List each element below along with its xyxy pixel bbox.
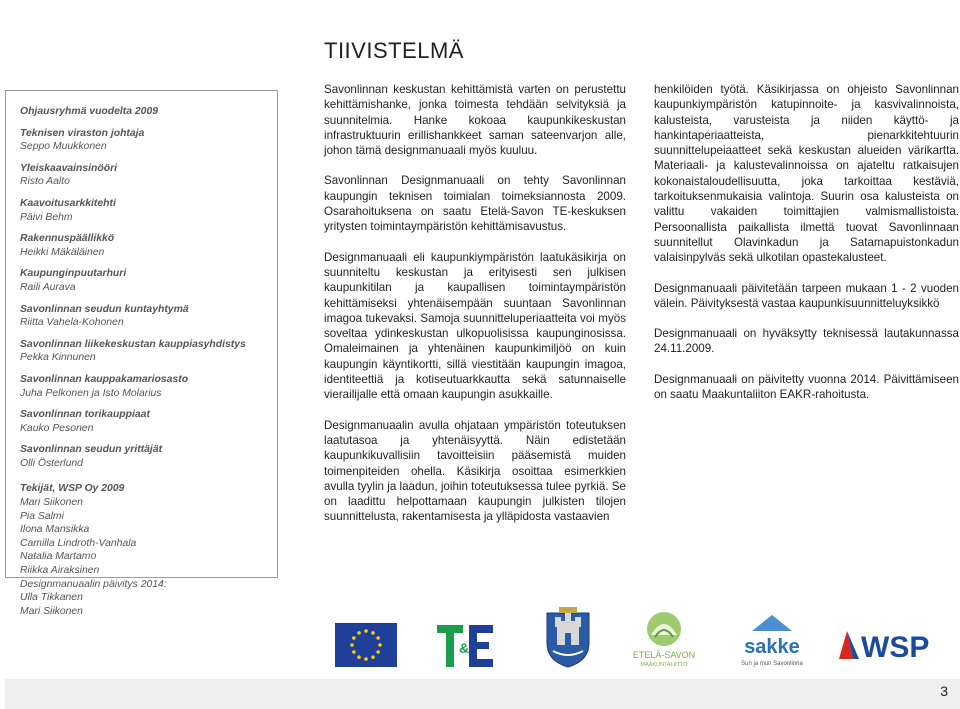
- page-number: 3: [940, 683, 948, 699]
- member-role: Yleiskaavainsinööri: [20, 162, 118, 174]
- eu-star-icon: [357, 655, 361, 659]
- eu-star-icon: [364, 629, 368, 633]
- member-role: Savonlinnan seudun yrittäjät: [20, 444, 163, 456]
- member-name: Olli Österlund: [20, 457, 83, 469]
- sakke-text: sakke: [744, 636, 800, 658]
- eu-star-icon: [371, 655, 375, 659]
- body-paragraph: Designmanuaali eli kaupunkiympäristön laatukäsikirja on suunniteltu keskustan ja erityisesti sen julkisen kaupunkitilan ja kaupallisen toimintaympäristön kehittämiseksi yhtenäisempään suuntaan Savonlinnan imagoa tukevaksi. Samoja suunnitteluperiaatteita voi myös soveltaa ydinkeskustan ulkopuolisissa kaupunginosissa. Omaleimainen ja yhtenäinen kaupunkimiljöö on kuin kaupungin käyntikortti, sillä viestitään kaupungin imagoa, identiteettiä ja kotiseutuarkkautta sekä satunnaiselle vierailijalle että omaan kaupungin asukkaille.: [324, 250, 626, 402]
- eu-star-icon: [378, 643, 382, 647]
- update-heading: Designmanuaalin päivitys 2014:: [20, 578, 167, 590]
- author-name: Natalia Martamo: [20, 551, 97, 563]
- member-name: Seppo Muukkonen: [20, 141, 107, 153]
- author-name: Riikka Airaksinen: [20, 565, 100, 577]
- member-name: Raili Aurava: [20, 281, 76, 293]
- body-paragraph: Designmanuaali on päivitetty vuonna 2014. Päivittämiseen on saatu Maakuntaliiton EAKR-rahoitusta.: [654, 372, 959, 402]
- te-ampersand: &: [459, 640, 470, 656]
- member-role: Savonlinnan liikekeskustan kauppiasyhdistys: [20, 338, 246, 350]
- member-name: Kauko Pesonen: [20, 422, 94, 434]
- member-role: Teknisen viraston johtaja: [20, 127, 145, 139]
- wsp-logo: [835, 623, 945, 663]
- member-name: Heikki Mäkäläinen: [20, 246, 105, 258]
- steering-group-heading: Ohjausryhmä vuodelta 2009: [20, 106, 159, 117]
- etela-savon-maakuntaliitto-logo: [625, 609, 703, 669]
- maakuntaliitto-text: MAAKUNTALIITTO: [640, 662, 688, 668]
- member-name: Riitta Vahela-Kohonen: [20, 317, 124, 329]
- body-paragraph: Savonlinnan keskustan kehittämistä varten on perustettu kehittämishanke, jonka toimesta tehdään selvityksiä ja suunnitelmia. Hanke kokoaa kaupunkikeskustan infrastruktuurin erillishankkeet saman sateenvarjon alle, johon tämä designmanuaali myös kuuluu.: [324, 83, 626, 158]
- body-paragraph: Designmanuaalin avulla ohjataan ympäristön toteutuksen laatutasoa ja yhtenäisyyttä. Näin edistetään kaupunkikuvallisiin tavoitteisiin pääsemistä muiden toimenpiteiden ohella. Käsikirja osoittaa esimerkkien avulla tyylin ja laadun, joihin toteutuksessa tulee pyrkiä. Se on laadittu helpottamaan kaupungin julkisten tilojen suunnittelusta, rakentamisesta ja ylläpidosta vastaavien: [324, 418, 626, 524]
- author-name: Camilla Lindroth-Vanhala: [20, 537, 137, 549]
- etela-savon-text: ETELÄ-SAVON: [632, 650, 696, 660]
- wsp-text: WSP: [861, 631, 930, 663]
- eu-star-icon: [357, 631, 361, 635]
- eu-star-icon: [376, 636, 380, 640]
- member-name: Juha Pelkonen ja Isto Molarius: [20, 387, 162, 399]
- logo-row: [320, 605, 960, 675]
- member-list: [20, 127, 265, 471]
- text-column-2: [654, 82, 959, 417]
- member-role: Savonlinnan seudun kuntayhtymä: [20, 303, 189, 315]
- member-name: Päivi Behm: [20, 211, 73, 223]
- author-list: [20, 496, 265, 578]
- eu-star-icon: [376, 650, 380, 654]
- author-name: Ilona Mansikka: [20, 524, 90, 536]
- update-author-list: [20, 591, 265, 618]
- body-paragraph: Designmanuaali päivitetään tarpeen mukaan 1 - 2 vuoden välein. Päivityksestä vastaa kaupunkisuunnitteluyksikkö: [654, 281, 959, 310]
- credits-sidebar: [5, 90, 278, 617]
- author-name: Pia Salmi: [20, 510, 64, 522]
- footer-bar: [5, 679, 960, 709]
- update-author-name: Mari Siikonen: [20, 605, 83, 617]
- eu-star-icon: [352, 650, 356, 654]
- author-name: Mari Siikonen: [20, 497, 83, 509]
- eu-flag-icon: [335, 623, 397, 667]
- member-role: Savonlinnan kauppakamariosasto: [20, 373, 189, 385]
- body-paragraph: Designmanuaali on hyväksytty teknisessä lautakunnassa 24.11.2009.: [654, 327, 959, 356]
- savonlinna-coat-of-arms-icon: [543, 607, 593, 669]
- member-name: Risto Aalto: [20, 176, 70, 188]
- sakke-slogan: Sun ja mun Savonlinna: [741, 661, 803, 667]
- eu-star-icon: [350, 643, 354, 647]
- sakke-logo: [732, 613, 812, 669]
- body-paragraph: Savonlinnan Designmanuaali on tehty Savonlinnan kaupungin teknisen toimialan toimeksiannosta 2009. Osarahoituksena on saatu Etelä-Savon TE-keskuksen yritysten toimintaympäristön kehittämisavustus.: [324, 174, 626, 234]
- text-column-1: [324, 82, 626, 540]
- update-author-name: Ulla Tikkanen: [20, 592, 83, 604]
- member-role: Rakennuspäällikkö: [20, 233, 115, 245]
- body-paragraph: henkilöiden työtä. Käsikirjassa on ohjeisto Savonlinnan kaupunkiympäristön katupinnoite- ja kasvivalinnoista, kalusteista, varusteista ja niiden käyttö- ja hankintaperiaatteista, pienarkkitehtuurin suunnittelupeiaatteet sekä keskustan alueiden värikartta. Materiaali- ja kalustevalinnoissa on ajateltu ratkaisujen kokonaistaloudellisuutta, joka tarkoittaa kestäviä, tarkoituksenmukaisia valintoja. Suurin osa kalusteista on valittu vakaiden toimittajien valmismallistoista. Persoonallista paikallista ilmettä tuovat Savonlinnaan suunnitellut Olavinkadun ja Satamapuistonkadun valaisinpylväs sekä ulkotilan opastekalusteet.: [654, 83, 959, 265]
- page-title: TIIVISTELMÄ: [324, 38, 464, 63]
- eu-star-icon: [371, 631, 375, 635]
- member-role: Kaavoitusarkkitehti: [20, 197, 116, 209]
- member-role: Savonlinnan torikauppiaat: [20, 409, 150, 421]
- member-name: Pekka Kinnunen: [20, 352, 96, 364]
- member-role: Kaupunginpuutarhuri: [20, 268, 127, 280]
- eu-star-icon: [364, 657, 368, 661]
- eu-star-icon: [352, 636, 356, 640]
- authors-heading: Tekijät, WSP Oy 2009: [20, 483, 125, 495]
- te-keskus-logo: [435, 623, 497, 671]
